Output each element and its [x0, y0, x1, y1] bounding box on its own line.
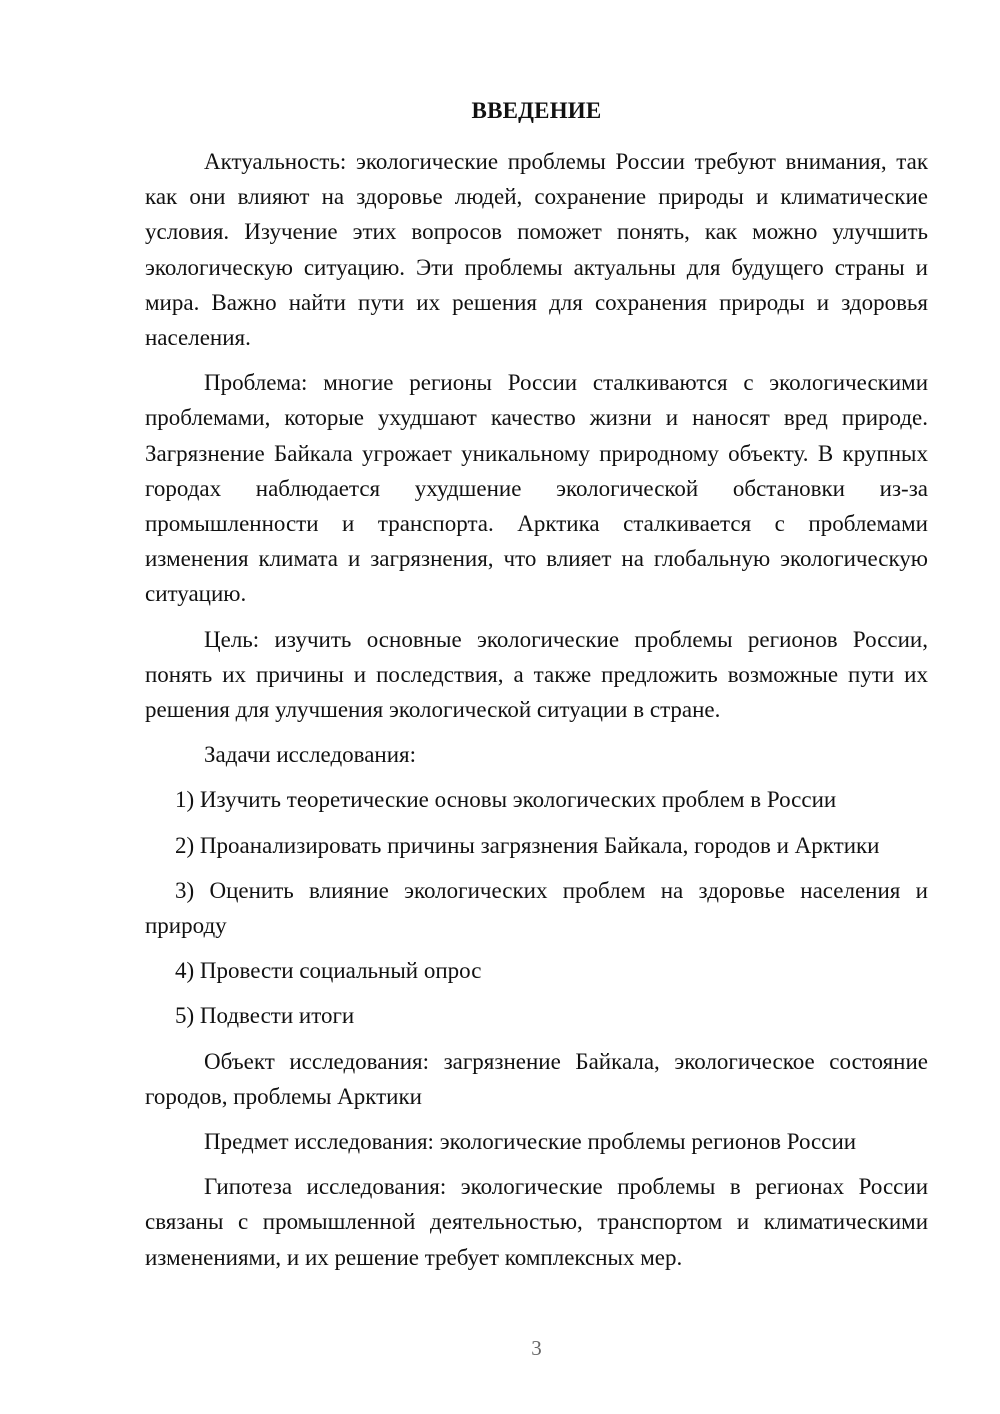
paragraph-relevance: Актуальность: экологические проблемы России требуют внимания, так как они влияют на здоровье людей, сохранение природы и климатические условия. Изучение этих вопросов поможет понять, как можно улучшить экологическую ситуацию. Эти проблемы актуальны для будущего страны и мира. Важно найти пути их решения для сохранения природы и здоровья населения. [145, 149, 928, 351]
section-title: ВВЕДЕНИЕ [471, 98, 602, 123]
task-item-4: 4) Провести социальный опрос [175, 958, 482, 984]
paragraph-problem: Проблема: многие регионы России сталкиваются с экологическими проблемами, которые ухудшают качество жизни и наносят вред природе. Загрязнение Байкала угрожает уникальному природному объекту. В крупных городах наблюдается ухудшение экологической обстановки из-за промышленности и транспорта. Арктика сталкивается с проблемами изменения климата и загрязнения, что влияет на глобальную экологическую ситуацию. [145, 370, 928, 607]
paragraph-goal: Цель: изучить основные экологические проблемы регионов России, понять их причины и последствия, а также предложить возможные пути их решения для улучшения экологической ситуации в стране. [145, 626, 928, 723]
page-number: 3 [531, 1336, 542, 1360]
task-item-2: 2) Проанализировать причины загрязнения Байкала, городов и Арктики [175, 832, 880, 858]
task-item-3: 3) Оценить влияние экологических проблем на здоровье населения и природу [145, 877, 928, 939]
paragraph-tasks-heading: Задачи исследования: [204, 742, 417, 768]
document-body [145, 144, 928, 1275]
paragraph-hypothesis: Гипотеза исследования: экологические проблемы в регионах России связаны с промышленной деятельностью, транспортом и климатическими изменениями, и их решение требует комплексных мер. [145, 1174, 928, 1270]
paragraph-object: Объект исследования: загрязнение Байкала, экологическое состояние городов, проблемы Арктики [145, 1048, 928, 1109]
paragraph-subject: Предмет исследования: экологические проблемы регионов России [204, 1129, 857, 1155]
document-page [145, 0, 928, 1414]
task-item-1: 1) Изучить теоретические основы экологических проблем в России [175, 787, 837, 813]
task-item-5: 5) Подвести итоги [175, 1003, 355, 1029]
